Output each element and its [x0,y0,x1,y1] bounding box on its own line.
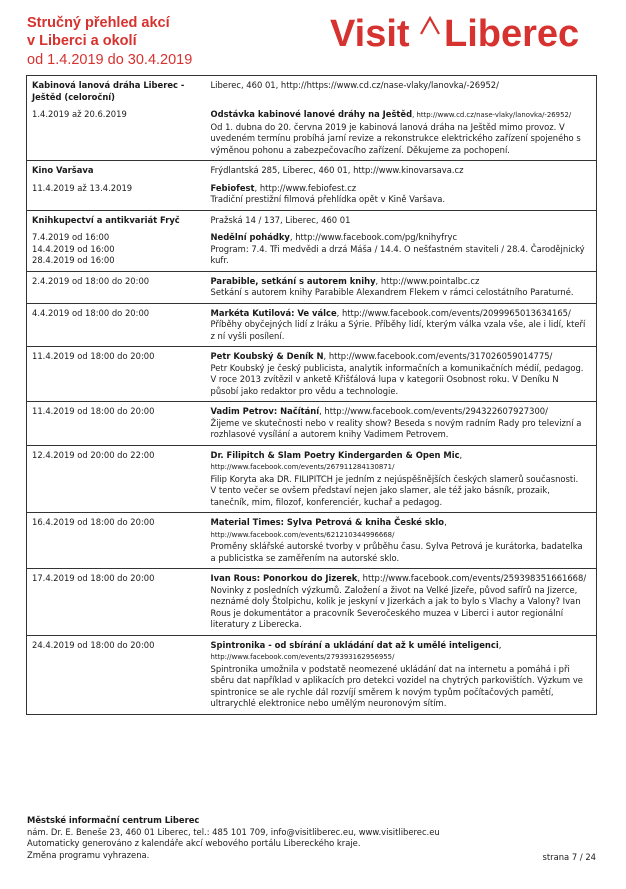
event-title: Parabible, setkání s autorem knihy [210,275,376,286]
event-title: Petr Koubský & Deník N [210,351,324,361]
venue-address: Pražská 14 / 137, Liberec, 460 01 [210,214,351,225]
event-title: Material Times: Sylva Petrová & kniha České sklo [210,517,445,527]
event-date: 11.4.2019 až 13.4.2019 [32,182,133,193]
event-row: 16.4.2019 od 18:00 do 20:00 Material Times: Sylva Petrová & kniha České sklo, http://www.facebook.com/events/621210344996668/ Proměny sklářské autorské tvorby v průběhu času. Sylva Petrová je kurátorka, badatelka a publicistka se zaměřením na autorské sklo. [27,513,597,569]
event-url[interactable]: , http://www.febiofest.cz [254,182,357,193]
event-block [27,271,597,303]
title-line-2: v Liberci a okolí [27,33,137,49]
page-number: strana 7 / 24 [542,852,596,862]
event-url[interactable]: , http://www.pointalbc.cz [375,275,480,286]
footer-change-note: Změna programu vyhrazena. [27,849,150,860]
venue-name: Kino Varšava [32,165,94,175]
venue-block [27,210,597,271]
event-row [27,402,597,446]
event-title: Febiofest [210,182,255,193]
event-block [27,569,597,636]
event-desc: Tradiční prestižní filmová přehlídka opět v Kině Varšava. [210,194,446,204]
event-url[interactable]: , http://www.facebook.com/events/259398351661668/ [357,573,587,583]
date-range: od 1.4.2019 do 30.4.2019 [27,52,193,68]
event-date: 24.4.2019 od 18:00 do 20:00 [32,639,155,650]
venue-block [27,76,597,161]
event-url[interactable]: http://www.facebook.com/events/621210344996668/ [210,530,395,539]
event-block [27,303,597,347]
event-desc: Od 1. dubna do 20. června 2019 je kabinová lanová dráha na Ještěd mimo provoz. V uvedeném termínu probíhá jarní revize a rekonstrukce elektrického zařízení spojeného s výměnou pohonu a zabezpečovacího zařízení. Děkujeme za pochopení. [210,121,581,155]
event-title: Ivan Rous: Ponorkou do Jizerek [210,573,358,583]
event-desc: Filip Koryta aka DR. FILIPITCH je jedním z nejúspěšnějších českých slamerů současnosti. V tento večer se ovšem představí nejen jako slamer, ale též jako básník, prozaik, tanečník, mim, filozof, konferenciér, kuchař a pedagog. [210,473,579,507]
event-desc: Novinky z posledních výzkumů. Založení a život na Velké Jizeře, původ safírů na Jizerce, neznámé doly Štolpichu, kolik je jeskyní v Jizerkách a jak to bylo s Vlachy a Valony? Ivan Rous je dokumentátor a pracovník Severočeského muzea v Liberci i autor regionální literatury z Liberecka. [210,584,581,629]
event-row [27,347,597,402]
title-line-1: Stručný přehled akcí [27,15,170,31]
venue-address: Frýdlantská 285, Liberec, 460 01, http://www.kinovarsava.cz [210,165,464,175]
event-url[interactable]: , http://www.facebook.com/events/294322607927300/ [319,406,548,416]
logo-text-left: Visit [330,13,410,54]
event-date: 11.4.2019 od 18:00 do 20:00 [32,406,155,416]
event-desc: Spintronika umožnila v podstatě neomezené ukládání dat na internetu a pomáhá i při sběru dat například v aplikacích pro detekci vozidel na chytrých parkovištích. Výzkum ve spintronice se ale rychle dál rozvíjí směrem k novým typům počítačových pamětí, ultrarychlé elektronice nebo umělým neuronovým sítím. [210,663,583,708]
event-title: Odstávka kabinové lanové dráhy na Ještěd [210,109,413,119]
event-row [27,569,597,636]
event-block [27,445,597,513]
event-row [27,303,597,347]
event-title: Spintronika - od sbírání a ukládání dat až k umělé inteligenci [210,639,499,650]
event-row [27,183,597,211]
footer [27,815,440,861]
document-title [27,14,170,50]
event-url[interactable]: http://www.facebook.com/events/267911284130871/ [210,463,395,471]
venue-name: Knihkupectví a antikvariát Fryč [32,214,180,225]
event-row: 24.4.2019 od 18:00 do 20:00 Spintronika - od sbírání a ukládání dat až k umělé inteligenci, http://www.facebook.com/events/279393162956955/ Spintronika umožnila v podstatě neomezené ukládání dat na internetu a pomáhá i při sběru dat například v aplikacích pro detekci vozidel na chytrých parkovištích. Výzkum ve spintronice se ale rychle dál rozvíjí směrem k novým typům počítačových pamětí, ultrarychlé elektronice nebo umělým neuronovým sítím. [27,635,597,714]
footer-org: Městské informační centrum Liberec [27,815,200,825]
footer-address: nám. Dr. E. Beneše 23, 460 01 Liberec, tel.: 485 101 709, info@visitliberec.eu, www.visitliberec.eu [27,826,440,837]
venue-name: Kabinová lanová dráha Liberec - Ještěd (celoroční) [32,80,185,102]
venue-block [27,161,597,211]
event-date: 4.4.2019 od 18:00 do 20:00 [32,307,150,318]
event-row [27,271,597,303]
event-desc: Proměny sklářské autorské tvorby v průběhu času. Sylva Petrová je kurátorka, badatelka a publicistka se zaměřením na autorské sklo. [210,541,583,563]
event-row [27,109,597,161]
venue-address: Liberec, 460 01, http://https://www.cd.cz/nase-vlaky/lanovka/-26952/ [210,80,499,90]
event-date: 12.4.2019 od 20:00 do 22:00 [32,449,155,460]
event-row [27,232,597,271]
event-title: Vadim Petrov: Načítání [210,406,320,416]
event-date: 17.4.2019 od 18:00 do 20:00 [32,573,155,583]
event-url[interactable]: , http://www.cd.cz/nase-vlaky/lanovka/-26952/ [412,111,572,119]
event-desc: Setkání s autorem knihy Parabible Alexandrem Flekem v rámci celostátního Paraturné. [210,287,574,297]
event-url[interactable]: http://www.facebook.com/events/279393162956955/ [210,653,395,661]
event-block [27,402,597,446]
event-desc: Příběhy obyčejných lidí z Iráku a Sýrie. Příběhy lidí, kterým válka vzala vše, ale i lidí, kteří z ní vyšli posílení. [210,319,586,341]
event-title: Dr. Filipitch & Slam Poetry Kindergarden & Open Mic [210,449,460,460]
footer-auto-note: Automaticky generováno z kalendáře akcí webového portálu Libereckého kraje. [27,838,361,848]
event-url[interactable]: , http://www.facebook.com/events/2099965013634165/ [336,307,571,318]
event-desc: Petr Koubský je český publicista, analytik informačních a komunikačních médií, pedagog. V roce 2013 zvítězil v anketě Křišťálová lupa v kategorii Osobnost roku. V Deníku N působí jako redaktor pro vědu a technologie. [210,362,584,396]
event-title: Nedělní pohádky [210,232,290,242]
event-date: 2.4.2019 od 18:00 do 20:00 [32,275,150,286]
event-date: 7.4.2019 od 16:00 14.4.2019 od 16:00 28.4.2019 od 16:00 [32,232,115,265]
logo-caret-icon [421,18,439,34]
visit-liberec-logo [330,10,600,54]
event-desc: Žijeme ve skutečnosti nebo v reality show? Beseda s novým radním Rady pro televizní a rozhlasové vysílání a autorem knihy Vadimem Petrovem. [210,417,582,439]
logo-text-right: Liberec [444,13,580,54]
event-block [27,635,597,714]
event-title: Markéta Kutilová: Ve válce [210,307,337,318]
events-table [26,75,597,715]
event-row: 12.4.2019 od 20:00 do 22:00 Dr. Filipitch & Slam Poetry Kindergarden & Open Mic, http://www.facebook.com/events/267911284130871/ Filip Koryta aka DR. FILIPITCH je jedním z nejúspěšnějších českých slamerů současnosti. V tento večer se ovšem představí nejen jako slamer, ale též jako básník, prozaik, tanečník, mim, filozof, konferenciér, kuchař a pedagog. [27,445,597,513]
event-date: 16.4.2019 od 18:00 do 20:00 [32,517,155,527]
event-block [27,347,597,402]
event-desc: Program: 7.4. Tři medvědi a drzá Máša / 14.4. O nešťastném staviteli / 28.4. Čarodějnický kufr. [210,243,585,265]
event-url[interactable]: , http://www.facebook.com/events/317026059014775/ [323,351,553,361]
event-date: 1.4.2019 až 20.6.2019 [32,109,127,119]
event-url[interactable]: , http://www.facebook.com/pg/knihyfryc [289,232,458,242]
event-date: 11.4.2019 od 18:00 do 20:00 [32,351,155,361]
event-block [27,513,597,569]
